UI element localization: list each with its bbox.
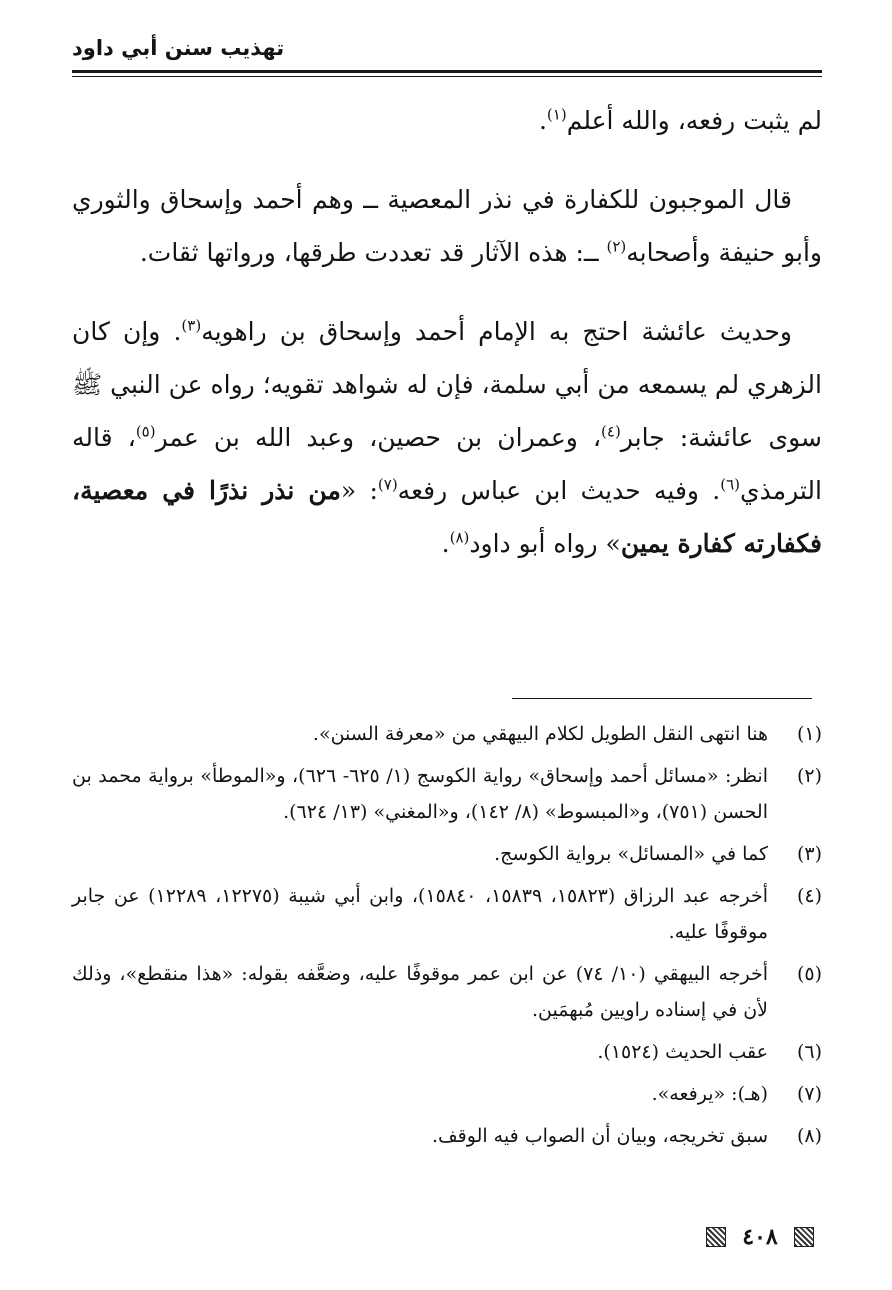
footnote-7	[72, 1076, 822, 1112]
page-number-block	[706, 1222, 814, 1252]
footnote-separator	[512, 698, 812, 699]
footnote-ref-3: (٣)	[181, 316, 202, 335]
footnote-number: (٨)	[796, 1125, 822, 1147]
footnotes	[72, 716, 822, 1160]
footnote-text: أخرجه عبد الرزاق (١٥٨٢٣، ١٥٨٣٩، ١٥٨٤٠)، وابن أبي شيبة (١٢٢٧٥، ١٢٢٨٩) عن جابر موقوفًا عليه.	[72, 885, 769, 943]
footnote-5	[72, 956, 822, 1028]
footnote-number: (٦)	[796, 1041, 822, 1063]
ornament-icon	[706, 1227, 726, 1247]
footnote-text: انظر: «مسائل أحمد وإسحاق» رواية الكوسج (١/ ٦٢٥- ٦٢٦)، و«الموطأ» برواية محمد بن الحسن (٧٥١)، و«المبسوط» (٨/ ١٤٢)، و«المغني» (١٣/ ٦٢٤).	[72, 765, 768, 823]
ornament-icon	[794, 1227, 814, 1247]
footnote-text: أخرجه البيهقي (١٠/ ٧٤) عن ابن عمر موقوفًا عليه، وضعَّفه بقوله: «هذا منقطع»، وذلك لأن في إسناده راويين مُبهمَين.	[72, 963, 768, 1021]
page-header	[72, 30, 822, 76]
footnote-2	[72, 758, 822, 830]
footnote-ref-6: (٦)	[720, 475, 740, 494]
footnote-number: (٤)	[796, 885, 822, 907]
footnote-text: كما في «المسائل» برواية الكوسج.	[494, 843, 768, 865]
footnote-number: (٧)	[796, 1083, 822, 1105]
footnote-text: عقب الحديث (١٥٢٤).	[597, 1041, 768, 1063]
footnote-8	[72, 1118, 822, 1154]
footnote-number: (٢)	[796, 765, 822, 787]
footnote-4	[72, 878, 822, 950]
footnote-text: (هـ): «يرفعه».	[651, 1083, 768, 1105]
footnote-ref-8: (٨)	[449, 528, 470, 547]
footnote-number: (١)	[796, 723, 822, 745]
footnote-3	[72, 836, 822, 872]
header-rule-thick	[72, 70, 822, 73]
paragraph-1: لم يثبت رفعه، والله أعلم$^{(١)}$.	[538, 105, 822, 135]
footnote-1	[72, 716, 822, 752]
footnote-number: (٥)	[796, 963, 822, 985]
footnote-ref-1: (١)	[546, 105, 567, 124]
footnote-ref-2: (٢)	[606, 237, 627, 256]
paragraph-2: قال الموجبون للكفارة في نذر المعصية ــ وهم أحمد وإسحاق والثوري وأبو حنيفة وأصحابه$^{(٢)}$ ــ: هذه الآثار قد تعددت طرقها، ورواتها ثقات.	[72, 185, 822, 267]
footnote-ref-7: (٧)	[377, 475, 398, 494]
hadith-quote: من نذر نذرًا في معصية، فكفارته كفارة يمين	[72, 476, 822, 558]
footnote-6	[72, 1034, 822, 1070]
footnote-ref-5: (٥)	[135, 422, 156, 441]
running-title: تهذيب سنن أبي داود	[72, 36, 285, 60]
footnote-text: هنا انتهى النقل الطويل لكلام البيهقي من «معرفة السنن».	[312, 723, 768, 745]
main-text	[72, 94, 822, 596]
footnote-number: (٣)	[796, 843, 822, 865]
footnote-ref-4: (٤)	[601, 422, 621, 441]
header-rule-thin	[72, 76, 822, 77]
footnote-text: سبق تخريجه، وبيان أن الصواب فيه الوقف.	[431, 1125, 768, 1147]
page-number: ٤٠٨	[742, 1224, 778, 1250]
paragraph-3: وحديث عائشة احتج به الإمام أحمد وإسحاق بن راهويه$^{(٣)}$. وإن كان الزهري لم يسمعه من أبي سلمة، فإن له شواهد تقويه؛ رواه عن النبي ﷺ سوى عائشة: جابر$^{(٤)}$، وعمران بن حصين، وعبد الله بن عمر$^{(٥)}$، قاله الترمذي$^{(٦)}$. وفيه حديث ابن عباس رفعه$^{(٧)}$: «من نذر نذرًا في معصية، فكفارته كفارة يمين» رواه أبو داود$^{(٨)}$.	[72, 316, 822, 558]
